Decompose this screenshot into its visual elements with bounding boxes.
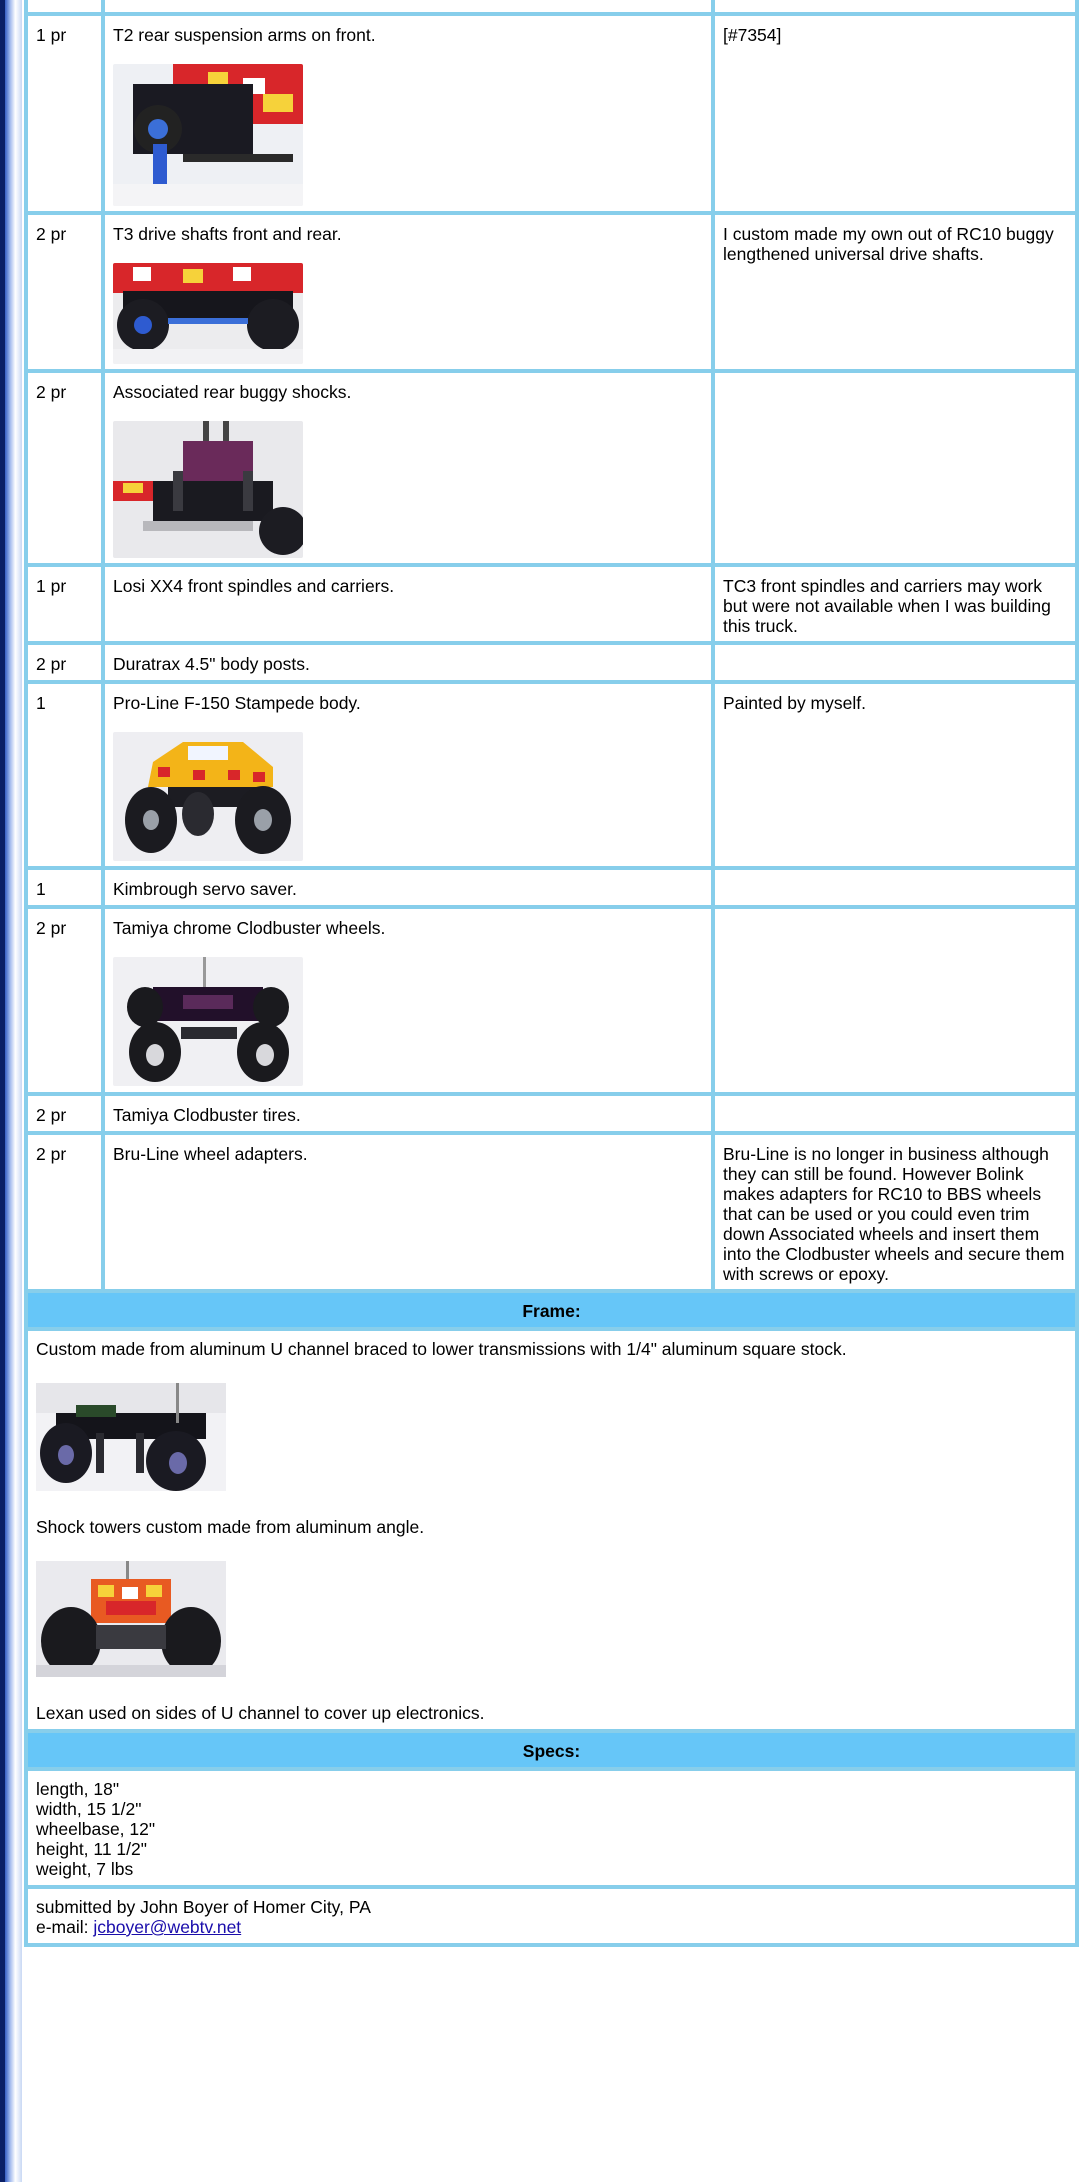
desc-cell: Bru-Line wheel adapters. <box>105 1135 711 1289</box>
email-link[interactable]: jcboyer@webtv.net <box>93 1917 242 1937</box>
table-row <box>28 1096 1075 1131</box>
part-description: T3 drive shafts front and rear. <box>113 224 342 244</box>
table-row <box>28 684 1075 866</box>
table-row <box>28 16 1075 211</box>
table-row <box>28 909 1075 1092</box>
qty-cell: 1 pr <box>28 16 101 211</box>
table-row <box>28 567 1075 641</box>
qty-cell: 1 pr <box>28 567 101 641</box>
desc-cell: Kimbrough servo saver. <box>105 870 711 905</box>
desc-cell <box>105 0 711 12</box>
part-description: Tamiya chrome Clodbuster wheels. <box>113 918 386 938</box>
truck-front-suspension-photo[interactable] <box>113 64 303 206</box>
table-row <box>28 215 1075 369</box>
footer-row <box>28 1889 1075 1943</box>
specs-content-row <box>28 1771 1075 1885</box>
part-description: Pro-Line F-150 Stampede body. <box>113 693 361 713</box>
qty-cell: 2 pr <box>28 215 101 369</box>
spec-height: height, 11 1/2" <box>36 1839 147 1859</box>
qty-cell: 2 pr <box>28 645 101 680</box>
part-description: T2 rear suspension arms on front. <box>113 25 376 45</box>
desc-cell <box>105 215 711 369</box>
note-cell: Bru-Line is no longer in business although they can still be found. However Bolink makes adapters for RC10 to BBS wheels that can be used or you could even trim down Associated wheels and insert them into the Clodbuster wheels and secure them with screws or epoxy. <box>715 1135 1075 1289</box>
drive-shafts-photo[interactable] <box>113 263 303 364</box>
desc-cell: Losi XX4 front spindles and carriers. <box>105 567 711 641</box>
note-cell <box>715 373 1075 563</box>
frame-text-chassis: Custom made from aluminum U channel braced to lower transmissions with 1/4" aluminum square stock. <box>36 1339 847 1359</box>
note-cell: I custom made my own out of RC10 buggy lengthened universal drive shafts. <box>715 215 1075 369</box>
qty-cell: 1 <box>28 870 101 905</box>
desc-cell: Duratrax 4.5" body posts. <box>105 645 711 680</box>
frame-content <box>28 1331 1075 1729</box>
qty-cell: 2 pr <box>28 909 101 1092</box>
spec-wheelbase: wheelbase, 12" <box>36 1819 156 1839</box>
note-cell: Painted by myself. <box>715 684 1075 866</box>
email-label: e-mail: <box>36 1917 94 1937</box>
frame-shock-towers-photo[interactable] <box>36 1561 226 1681</box>
specs-content <box>28 1771 1075 1885</box>
note-cell <box>715 1096 1075 1131</box>
frame-content-row <box>28 1331 1075 1729</box>
specs-header-row <box>28 1733 1075 1767</box>
clodbuster-wheels-photo[interactable] <box>113 957 303 1086</box>
stampede-body-photo[interactable] <box>113 732 303 861</box>
parts-table <box>24 0 1079 1947</box>
desc-cell <box>105 373 711 563</box>
frame-text-lexan: Lexan used on sides of U channel to cover up electronics. <box>36 1703 485 1723</box>
note-cell <box>715 645 1075 680</box>
desc-cell <box>105 16 711 211</box>
spec-weight: weight, 7 lbs <box>36 1859 134 1879</box>
table-row <box>28 870 1075 905</box>
table-row <box>28 1135 1075 1289</box>
note-cell <box>715 0 1075 12</box>
part-description: Associated rear buggy shocks. <box>113 382 352 402</box>
note-cell <box>715 870 1075 905</box>
buggy-shocks-photo[interactable] <box>113 421 303 558</box>
footer-content <box>28 1889 1075 1943</box>
desc-cell <box>105 684 711 866</box>
qty-cell <box>28 0 101 12</box>
desc-cell <box>105 909 711 1092</box>
spec-width: width, 15 1/2" <box>36 1799 142 1819</box>
window-left-edge <box>0 0 5 2182</box>
frame-text-shock-towers: Shock towers custom made from aluminum angle. <box>36 1517 425 1537</box>
email-line <box>36 1917 1067 1937</box>
qty-cell: 2 pr <box>28 1135 101 1289</box>
qty-cell: 1 <box>28 684 101 866</box>
spec-length: length, 18" <box>36 1779 120 1799</box>
table-row <box>28 0 1075 12</box>
frame-header-row <box>28 1293 1075 1327</box>
qty-cell: 2 pr <box>28 1096 101 1131</box>
note-cell: TC3 front spindles and carriers may work but were not available when I was building this truck. <box>715 567 1075 641</box>
window-left-border <box>0 0 22 2182</box>
note-cell <box>715 909 1075 1092</box>
desc-cell: Tamiya Clodbuster tires. <box>105 1096 711 1131</box>
specs-heading: Specs: <box>28 1733 1075 1767</box>
qty-cell: 2 pr <box>28 373 101 563</box>
note-cell: [#7354] <box>715 16 1075 211</box>
submitted-by: submitted by John Boyer of Homer City, PA <box>36 1897 371 1917</box>
table-row <box>28 373 1075 563</box>
table-row <box>28 645 1075 680</box>
frame-chassis-photo[interactable] <box>36 1383 226 1495</box>
frame-heading: Frame: <box>28 1293 1075 1327</box>
